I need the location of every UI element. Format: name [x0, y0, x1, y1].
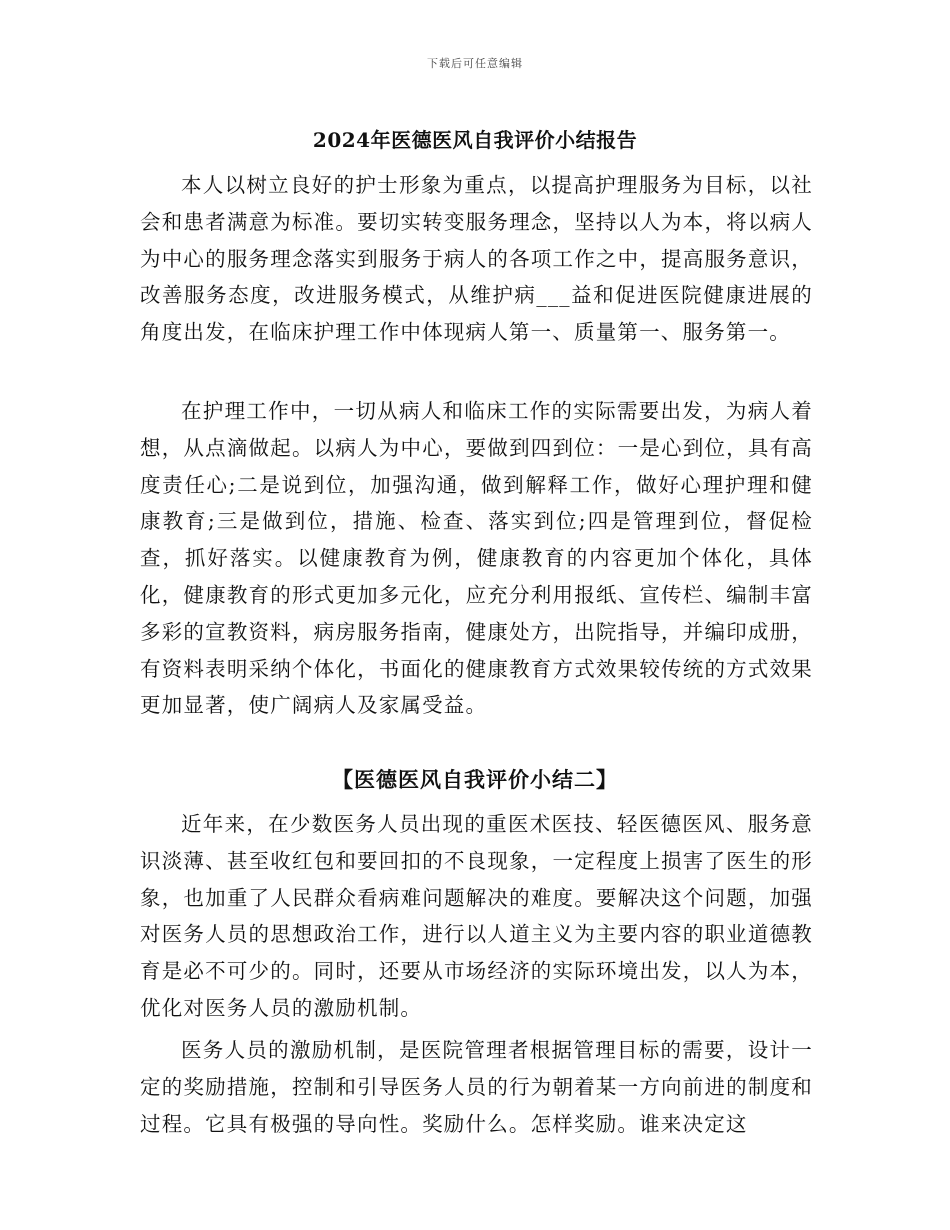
paragraph-1: 本人以树立良好的护士形象为重点，以提高护理服务为目标，以社会和患者满意为标准。要切实转变服务理念，坚持以人为本，将以病人为中心的服务理念落实到服务于病人的各项工作之中，提高服务意识，改善服务态度，改进服务模式，从维护病___益和促进医院健康进展的角度出发，在临床护理工作中体现病人第一、质量第一、服务第一。: [140, 173, 813, 345]
paragraph-4: 医务人员的激励机制，是医院管理者根据管理目标的需要，设计一定的奖励措施，控制和引导医务人员的行为朝着某一方向前进的制度和过程。它具有极强的导向性。奖励什么。怎样奖励。谁来决定这: [140, 1038, 813, 1136]
paragraph-3: 近年来，在少数医务人员出现的重医术医技、轻医德医风、服务意识淡薄、甚至收红包和要回扣的不良现象，一定程度上损害了医生的形象，也加重了人民群众看病难问题解决的难度。要解决这个问题，加强对医务人员的思想政治工作，进行以人道主义为主要内容的职业道德教育是必不可少的。同时，还要从市场经济的实际环境出发，以人为本，优化对医务人员的激励机制。: [140, 812, 813, 1020]
section-title: 【医德医风自我评价小结二】: [332, 767, 618, 792]
page-title: 2024年医德医风自我评价小结报告: [312, 128, 638, 152]
paragraph-2: 在护理工作中，一切从病人和临床工作的实际需要出发，为病人着想，从点滴做起。以病人为中心，要做到四到位：一是心到位，具有高度责任心;二是说到位，加强沟通，做到解释工作，做好心理护理和健康教育;三是做到位，措施、检查、落实到位;四是管理到位，督促检查，抓好落实。以健康教育为例，健康教育的内容更加个体化，具体化，健康教育的形式更加多元化，应充分利用报纸、宣传栏、编制丰富多彩的宣教资料，病房服务指南，健康处方，出院指导，并编印成册，有资料表明采纳个体化，书面化的健康教育方式效果较传统的方式效果更加显著，使广阔病人及家属受益。: [140, 399, 813, 718]
download-note: 下载后可任意编辑: [427, 57, 523, 70]
